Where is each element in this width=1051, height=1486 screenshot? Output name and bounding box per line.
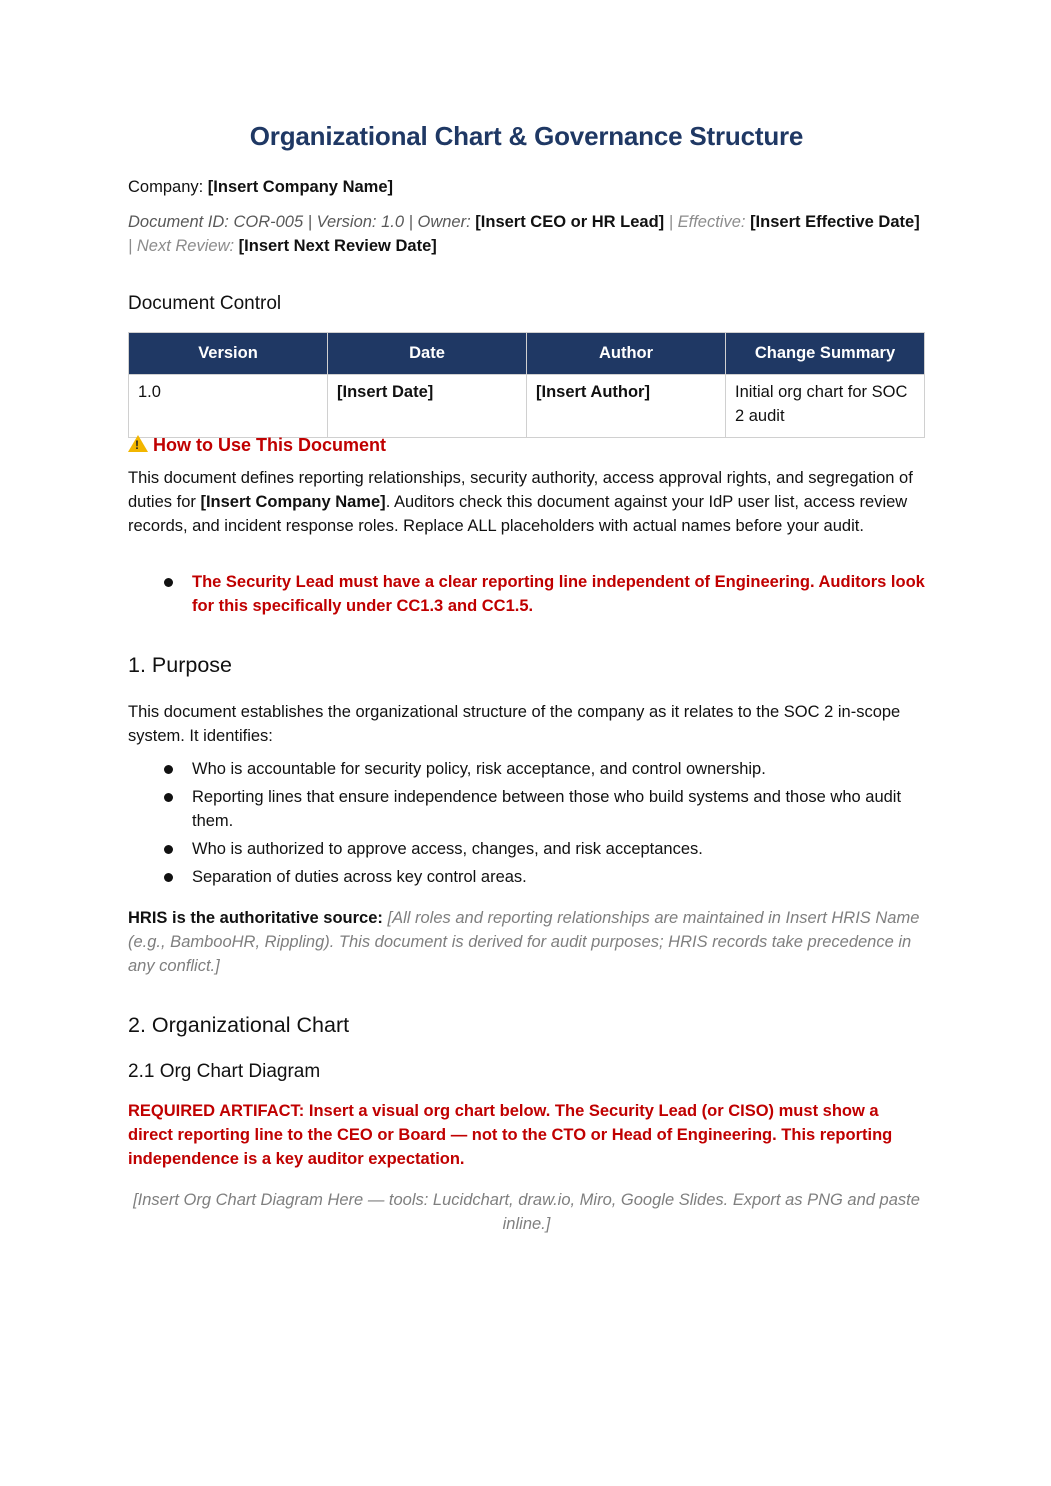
how-to-bullet-list	[128, 570, 925, 622]
column-header-date: Date	[328, 333, 527, 375]
table-row	[129, 375, 925, 438]
document-control-heading: Document Control	[128, 293, 282, 314]
how-to-company-placeholder: [Insert Company Name]	[200, 493, 386, 511]
bullet-dot	[164, 765, 173, 774]
org-chart-diagram-subheading: 2.1 Org Chart Diagram	[128, 1061, 321, 1082]
cell-version: 1.0	[129, 375, 328, 438]
column-header-change-summary: Change Summary	[726, 333, 925, 375]
hris-text: [All roles and reporting relationships are maintained in Insert HRIS Name (e.g., BambooHR, Rippling). This document is derived for audit purposes; HRIS records take precedence in any conflict.]	[128, 909, 920, 975]
company-label: Company:	[128, 178, 204, 196]
bullet-dot	[164, 873, 173, 882]
bullet-dot	[164, 845, 173, 854]
list-item	[128, 570, 925, 618]
security-lead-note: The Security Lead must have a clear reporting line independent of Engineering. Auditors look for this specifically under CC1.3 and CC1.5.	[192, 573, 925, 615]
bullet-dot	[164, 578, 173, 587]
hris-label: HRIS is the authoritative source:	[128, 909, 383, 927]
owner-placeholder: [Insert CEO or HR Lead]	[475, 213, 665, 231]
how-to-heading	[128, 434, 386, 456]
list-item	[128, 785, 925, 833]
warning-icon	[128, 435, 148, 452]
list-item	[128, 757, 925, 781]
effective-label: | Effective:	[668, 213, 746, 231]
list-item	[128, 837, 925, 861]
next-review-label: | Next Review:	[128, 237, 235, 255]
document-meta	[128, 210, 925, 258]
hris-paragraph	[128, 906, 925, 978]
purpose-bullet-text: Separation of duties across key control areas.	[192, 868, 527, 886]
bullet-dot	[164, 793, 173, 802]
list-item	[128, 865, 925, 889]
table-header-row	[129, 333, 925, 375]
purpose-bullet-text: Reporting lines that ensure independence between those who build systems and those who audit them.	[192, 788, 902, 830]
how-to-text-1: This document defines reporting relationships, security authority, access approval rights, and segregation of duties for	[128, 469, 913, 511]
purpose-bullet-text: Who is accountable for security policy, risk acceptance, and control ownership.	[192, 760, 766, 778]
document-title: Organizational Chart & Governance Structure	[249, 121, 804, 151]
purpose-bullet-text: Who is authorized to approve access, changes, and risk acceptances.	[192, 840, 703, 858]
company-placeholder: [Insert Company Name]	[207, 178, 394, 196]
column-header-version: Version	[129, 333, 328, 375]
author-placeholder: [Insert Author]	[536, 383, 650, 401]
purpose-bullet-list	[128, 757, 925, 893]
cell-date	[328, 375, 527, 438]
date-placeholder: [Insert Date]	[337, 383, 434, 401]
purpose-heading: 1. Purpose	[128, 653, 232, 677]
document-control-table	[128, 332, 925, 438]
cell-author	[527, 375, 726, 438]
effective-placeholder: [Insert Effective Date]	[750, 213, 920, 231]
next-review-placeholder: [Insert Next Review Date]	[238, 237, 437, 255]
how-to-text-2: . Auditors check this document against your IdP user list, access review records, and incident response roles. Replace ALL placeholders with actual names before your audit.	[128, 493, 908, 535]
doc-id-text: Document ID: COR-005 | Version: 1.0 | Owner:	[128, 213, 471, 231]
company-line	[128, 178, 393, 197]
column-header-author: Author	[527, 333, 726, 375]
org-chart-placeholder: [Insert Org Chart Diagram Here — tools: Lucidchart, draw.io, Miro, Google Slides. Export as PNG and paste inline.]	[133, 1191, 920, 1233]
required-artifact-note: REQUIRED ARTIFACT: Insert a visual org chart below. The Security Lead (or CISO) must show a direct reporting line to the CEO or Board — not to the CTO or Head of Engineering. This reporting independence is a key auditor expectation.	[128, 1102, 893, 1168]
how-to-paragraph	[128, 466, 925, 538]
cell-change-summary: Initial org chart for SOC 2 audit	[726, 375, 925, 438]
org-chart-heading: 2. Organizational Chart	[128, 1013, 350, 1037]
purpose-intro: This document establishes the organizational structure of the company as it relates to the SOC 2 in-scope system. It identifies:	[128, 703, 901, 745]
how-to-heading-text: How to Use This Document	[153, 435, 387, 455]
